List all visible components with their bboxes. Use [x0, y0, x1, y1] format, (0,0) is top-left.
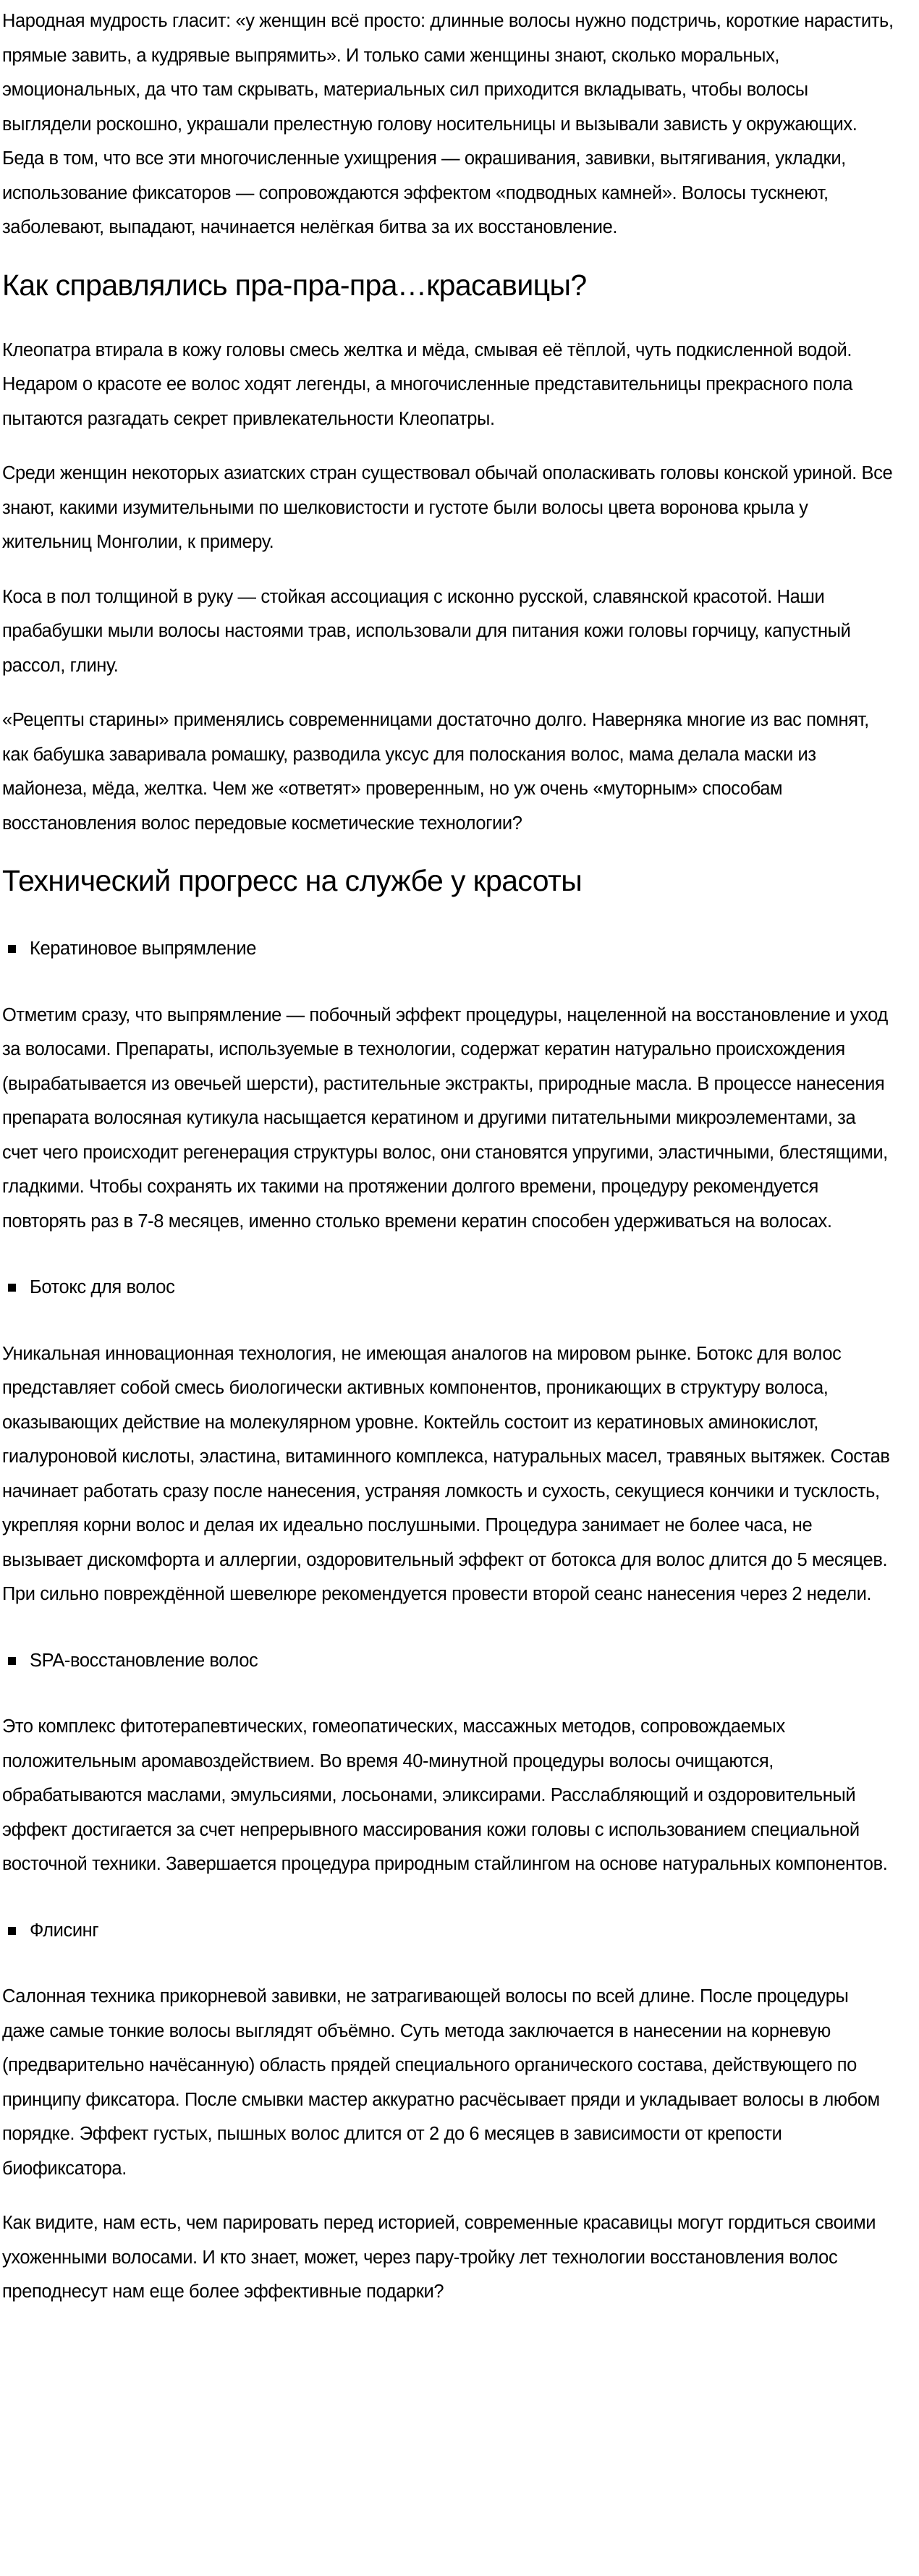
- square-bullet-icon: [8, 945, 16, 953]
- list-item-botox: [2, 1271, 894, 1305]
- history-paragraph-cleopatra: Клеопатра втирала в кожу головы смесь желтка и мёда, смывая её тёплой, чуть подкисленной водой. Недаром о красоте ее волос ходят легенды, а многочисленные представительницы прекрасного пола пытаются разгадать секрет привлекательности Клеопатры.: [2, 339, 853, 429]
- history-paragraph-old-recipes: «Рецепты старины» применялись современницами достаточно долго. Наверняка многие из вас помнят, как бабушка заваривала ромашку, разводила уксус для полоскания волос, мама делала маски из майонеза, мёда, желтка. Чем же «ответят» проверенным, но уж очень «муторным» способам восстановления волос передовые косметические технологии?: [2, 710, 869, 834]
- history-paragraph-slavic: Коса в пол толщиной в руку — стойкая ассоциация с исконно русской, славянской красотой. Наши прабабушки мыли волосы настоями трав, использовали для питания кожи головы горчицу, капустный рассол, глину.: [2, 586, 851, 676]
- list-item-label: Кератиновое выпрямление: [30, 939, 257, 959]
- keratin-description-paragraph: Отметим сразу, что выпрямление — побочный эффект процедуры, нацеленной на восстановление и уход за волосами. Препараты, используемые в технологии, содержат кератин натурально происхождения (вырабатывается из овечьей шерсти), растительные экстракты, природные масла. В процессе нанесения препарата волосяная кутикула насыщается кератином и другими питательными микроэлементами, за счет чего происходит регенерация структуры волос, они становятся упругими, эластичными, блестящими, гладкими. Чтобы сохранять их такими на протяжении долгого времени, процедуру рекомендуется повторять раз в 7-8 месяцев, именно столько времени кератин способен удерживаться на волосах.: [2, 1004, 888, 1232]
- botox-description-paragraph: Уникальная инновационная технология, не имеющая аналогов на мировом рынке. Ботокс для волос представляет собой смесь биологически активных компонентов, проникающих в структуру волоса, оказывающих действие на молекулярном уровне. Коктейль состоит из кератиновых аминокислот, гиалуроновой кислоты, эластина, витаминного комплекса, натуральных масел, травяных вытяжек. Состав начинает работать сразу после нанесения, устраняя ломкость и сухость, секущиеся кончики и тусклость, укрепляя корни волос и делая их идеально послушными. Процедура занимает не более часа, не вызывает дискомфорта и аллергии, оздоровительный эффект от ботокса для волос длится до 5 месяцев. При сильно повреждённой шевелюре рекомендуется провести второй сеанс нанесения через 2 недели.: [2, 1343, 890, 1604]
- square-bullet-icon: [8, 1927, 16, 1935]
- list-item-spa: [2, 1644, 894, 1679]
- spa-description-paragraph: Это комплекс фитотерапевтических, гомеопатических, массажных методов, сопровождаемых положительным аромавоздействием. Во время 40-минутной процедуры волосы очищаются, обрабатываются маслами, эмульсиями, лосьонами, эликсирами. Расслабляющий и оздоровительный эффект достигается за счет непрерывного массирования кожи головы с использованием специальной восточной техники. Завершается процедура природным стайлингом на основе натуральных компонентов.: [2, 1716, 888, 1874]
- list-item-keratin: [2, 932, 894, 967]
- list-item-label: SPA-восстановление волос: [30, 1650, 258, 1671]
- list-item-label: Флисинг: [30, 1920, 99, 1941]
- list-item-fleecing: [2, 1914, 894, 1949]
- square-bullet-icon: [8, 1657, 16, 1665]
- history-section-heading: Как справлялись пра-пра-пра…красавицы?: [2, 268, 587, 302]
- square-bullet-icon: [8, 1284, 16, 1292]
- outro-paragraph: Как видите, нам есть, чем парировать перед историей, современные красавицы могут гордиться своими ухоженными волосами. И кто знает, может, через пару-тройку лет технологии восстановления волос преподнесут нам еще более эффективные подарки?: [2, 2213, 876, 2302]
- history-paragraph-asia: Среди женщин некоторых азиатских стран существовал обычай ополаскивать головы конской уриной. Все знают, какими изумительными по шелковистости и густоте были волосы цвета воронова крыла у жительниц Монголии, к примеру.: [2, 463, 893, 552]
- technologies-section-heading: Технический прогресс на службе у красоты: [2, 864, 583, 897]
- fleecing-description-paragraph: Салонная техника прикорневой завивки, не затрагивающей волосы по всей длине. После процедуры даже самые тонкие волосы выглядят объёмно. Суть метода заключается в нанесении на корневую (предварительно начёсанную) область прядей специального органического состава, действующего по принципу фиксатора. После смывки мастер аккуратно расчёсывает пряди и укладывает волосы в любом порядке. Эффект густых, пышных волос длится от 2 до 6 месяцев в зависимости от крепости биофиксатора.: [2, 1986, 880, 2179]
- list-item-label: Ботокс для волос: [30, 1277, 175, 1297]
- intro-paragraph: Народная мудрость гласит: «у женщин всё просто: длинные волосы нужно подстричь, короткие нарастить, прямые завить, а кудрявые выпрямить». И только сами женщины знают, сколько моральных, эмоциональных, да что там скрывать, материальных сил приходится вкладывать, чтобы волосы выглядели роскошно, украшали прелестную голову носительницы и вызывали зависть у окружающих. Беда в том, что все эти многочисленные ухищрения — окрашивания, завивки, вытягивания, укладки, использование фиксаторов — сопровождаются эффектом «подводных камней». Волосы тускнеют, заболевают, выпадают, начинается нелёгкая битва за их восстановление.: [2, 11, 894, 237]
